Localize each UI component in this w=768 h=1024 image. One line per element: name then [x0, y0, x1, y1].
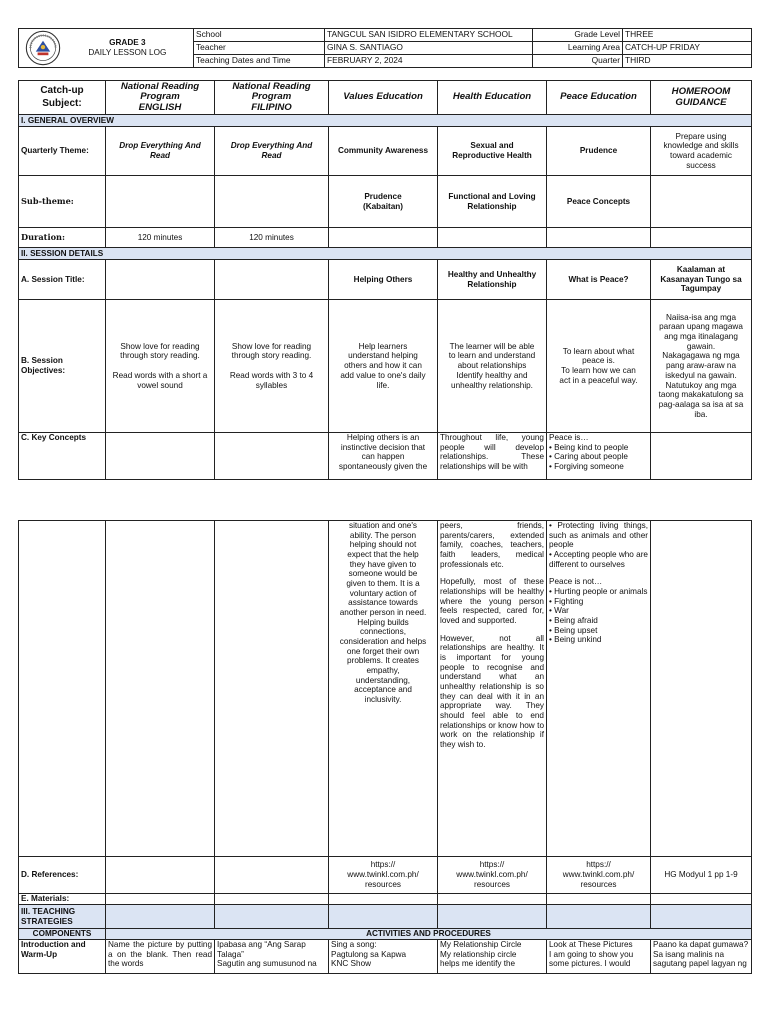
- subject-peace: Peace Education: [547, 81, 651, 115]
- learning-area-value: CATCH-UP FRIDAY: [623, 42, 752, 55]
- materials-row: [19, 894, 752, 905]
- cell: [215, 260, 329, 300]
- health-paragraph: Hopefully, most of these relationships will be healthy where the young person feels respected, cared for, loved and supported.: [440, 577, 544, 626]
- cell: [438, 228, 547, 248]
- cell: Sing a song: Pagtulong sa Kapwa KNC Show: [329, 940, 438, 974]
- sub-theme-row: [19, 176, 752, 228]
- cell: Prepare using knowledge and skills toward academic success: [651, 127, 752, 176]
- teaching-strategies-row: [19, 905, 752, 929]
- cell: [651, 521, 752, 857]
- cell: 120 minutes: [215, 228, 329, 248]
- subject-english: National Reading Program ENGLISH: [106, 81, 215, 115]
- cell: To learn about what peace is. To learn how we can act in a peaceful way.: [547, 300, 651, 433]
- reference-link[interactable]: https:// www.twinkl.com.ph/ resources: [438, 857, 547, 894]
- row-label: Sub-theme:: [19, 176, 106, 228]
- row-label: B. Session Objectives:: [19, 300, 106, 433]
- cell: What is Peace?: [547, 260, 651, 300]
- logo-cell: [19, 29, 194, 68]
- duration-row: [19, 228, 752, 248]
- lesson-table-page-2: [18, 520, 752, 974]
- cell: [215, 857, 329, 894]
- dates-label: Teaching Dates and Time: [194, 55, 325, 68]
- peace-paragraph: Peace is not… • Hurting people or animals • Fighting • War • Being afraid • Being upset • Being unkind: [549, 577, 648, 645]
- cell: Healthy and Unhealthy Relationship: [438, 260, 547, 300]
- key-concepts-row: [19, 433, 752, 480]
- cell: [106, 260, 215, 300]
- cell: Show love for reading through story reading. Read words with 3 to 4 syllables: [215, 300, 329, 433]
- cell: [651, 433, 752, 480]
- cell: Naiisa-isa ang mga paraan upang magawa ang mga itinalagang gawain. Nakagagawa ng mga pang araw-araw na iskedyul na gawain. Natutukoy ang mga taong makakatulong sa pag-aalaga sa isa at sa iba.: [651, 300, 752, 433]
- cell: Ipabasa ang “Ang Sarap Talaga” Sagutin ang sumusunod na: [215, 940, 329, 974]
- section-teaching-strategies: III. TEACHING STRATEGIES: [19, 905, 106, 929]
- health-paragraph: peers, friends, parents/carers, extended family, coaches, teachers, faith leaders, medical professionals etc.: [440, 521, 544, 569]
- cell: [651, 228, 752, 248]
- row-label: E. Materials:: [19, 894, 106, 905]
- cell: [106, 894, 215, 905]
- session-title-row: [19, 260, 752, 300]
- cell: [106, 857, 215, 894]
- cell: [651, 905, 752, 929]
- health-key-concepts: Throughout life, young people will develop relationships. These relationships will be with: [438, 433, 547, 480]
- cell: [215, 894, 329, 905]
- lesson-table-page-1: [18, 80, 752, 480]
- peace-key-concepts: Peace is… • Being kind to people • Caring about people • Forgiving someone: [547, 433, 651, 480]
- row-label: C. Key Concepts: [19, 433, 106, 480]
- subject-homeroom: HOMEROOM GUIDANCE: [651, 81, 752, 115]
- cell: Sexual and Reproductive Health: [438, 127, 547, 176]
- subject-filipino: National Reading Program FILIPINO: [215, 81, 329, 115]
- values-key-concepts-cont: situation and one's ability. The person helping should not expect that the help they have given to someone would be given to them. It is a voluntary action of assistance towards another person in need. Helping builds connections, consideration and helps one forget their own problems. It creates empathy, understanding, acceptance and inclusivity.: [329, 521, 438, 857]
- subject-values: Values Education: [329, 81, 438, 115]
- cell: Help learners understand helping others and how it can add value to one's daily life.: [329, 300, 438, 433]
- cell: [329, 894, 438, 905]
- section-session-details: II. SESSION DETAILS: [19, 248, 752, 260]
- cell: [215, 176, 329, 228]
- cell: [215, 433, 329, 480]
- row-label: Duration:: [19, 228, 106, 248]
- grade-level-value: THREE: [623, 29, 752, 42]
- cell: Show love for reading through story reading. Read words with a short a vowel sound: [106, 300, 215, 433]
- peace-key-concepts-cont: [547, 521, 651, 857]
- grade-level-label: Grade Level: [533, 29, 623, 42]
- section-general-overview: I. GENERAL OVERVIEW: [19, 115, 752, 127]
- row-label: A. Session Title:: [19, 260, 106, 300]
- school-value: TANGCUL SAN ISIDRO ELEMENTARY SCHOOL: [325, 29, 533, 42]
- cell: Helping Others: [329, 260, 438, 300]
- deped-seal-icon: [25, 30, 61, 66]
- cell: Community Awareness: [329, 127, 438, 176]
- row-label: Introduction and Warm-Up: [19, 940, 106, 974]
- cell: [547, 905, 651, 929]
- grade-title: GRADE 3: [109, 37, 146, 47]
- quarter-value: THIRD: [623, 55, 752, 68]
- cell: Prudence (Kabaitan): [329, 176, 438, 228]
- health-paragraph: However, not all relationships are healthy. It is important for young people to recognise and understand what an unhealthy relationship is so they can deal with it in an appropriate way. They should feel able to end relationships or know how to work on the relationship if they wish to.: [440, 633, 544, 750]
- cell: Prudence: [547, 127, 651, 176]
- cell: [438, 894, 547, 905]
- dates-value: FEBRUARY 2, 2024: [325, 55, 533, 68]
- quarterly-theme-row: [19, 127, 752, 176]
- cell: Kaalaman at Kasanayan Tungo sa Tagumpay: [651, 260, 752, 300]
- components-label: COMPONENTS: [19, 929, 106, 940]
- cell: My Relationship Circle My relationship circle helps me identify the: [438, 940, 547, 974]
- subject-health: Health Education: [438, 81, 547, 115]
- cell: The learner will be able to learn and understand about relationships Identify healthy and unhealthy relationship.: [438, 300, 547, 433]
- cell: Paano ka dapat gumawa? Sa isang malinis na sagutang papel lagyan ng: [651, 940, 752, 974]
- cell: [651, 176, 752, 228]
- peace-paragraph: • Accepting people who are different to ourselves: [549, 550, 648, 569]
- cell: Peace Concepts: [547, 176, 651, 228]
- cell: Drop Everything And Read: [215, 127, 329, 176]
- catch-up-subject-label: Catch-up Subject:: [19, 81, 106, 115]
- reference-link[interactable]: https:// www.twinkl.com.ph/ resources: [547, 857, 651, 894]
- health-key-concepts-cont: [438, 521, 547, 857]
- key-concepts-continued-row: [19, 521, 752, 857]
- school-label: School: [194, 29, 325, 42]
- cell: Name the picture by putting a on the blank. Then read the words: [106, 940, 215, 974]
- cell: [329, 228, 438, 248]
- row-label: Quarterly Theme:: [19, 127, 106, 176]
- cell: [651, 894, 752, 905]
- cell: [19, 521, 106, 857]
- cell: Look at These Pictures I am going to show you some pictures. I would: [547, 940, 651, 974]
- cell: 120 minutes: [106, 228, 215, 248]
- quarter-label: Quarter: [533, 55, 623, 68]
- cell: Functional and Loving Relationship: [438, 176, 547, 228]
- reference-link[interactable]: https:// www.twinkl.com.ph/ resources: [329, 857, 438, 894]
- intro-row: [19, 940, 752, 974]
- log-title: [63, 38, 191, 59]
- subject-header-row: [19, 81, 752, 115]
- row-label: D. References:: [19, 857, 106, 894]
- log-subtitle: DAILY LESSON LOG: [88, 48, 167, 57]
- cell: [106, 905, 215, 929]
- teacher-label: Teacher: [194, 42, 325, 55]
- session-objectives-row: [19, 300, 752, 433]
- activities-label: ACTIVITIES AND PROCEDURES: [106, 929, 752, 940]
- values-key-concepts: Helping others is an instinctive decision that can happen spontaneously given the: [329, 433, 438, 480]
- cell: [215, 521, 329, 857]
- peace-paragraph: • Protecting living things, such as animals and other people: [549, 521, 648, 550]
- references-row: [19, 857, 752, 894]
- learning-area-label: Learning Area: [533, 42, 623, 55]
- cell: [438, 905, 547, 929]
- header-table: [18, 28, 752, 68]
- cell: [215, 905, 329, 929]
- cell: Drop Everything And Read: [106, 127, 215, 176]
- cell: [106, 433, 215, 480]
- cell: [106, 521, 215, 857]
- cell: [547, 228, 651, 248]
- reference-text: HG Modyul 1 pp 1-9: [651, 857, 752, 894]
- cell: [329, 905, 438, 929]
- cell: [106, 176, 215, 228]
- components-row: [19, 929, 752, 940]
- teacher-value: GINA S. SANTIAGO: [325, 42, 533, 55]
- cell: [547, 894, 651, 905]
